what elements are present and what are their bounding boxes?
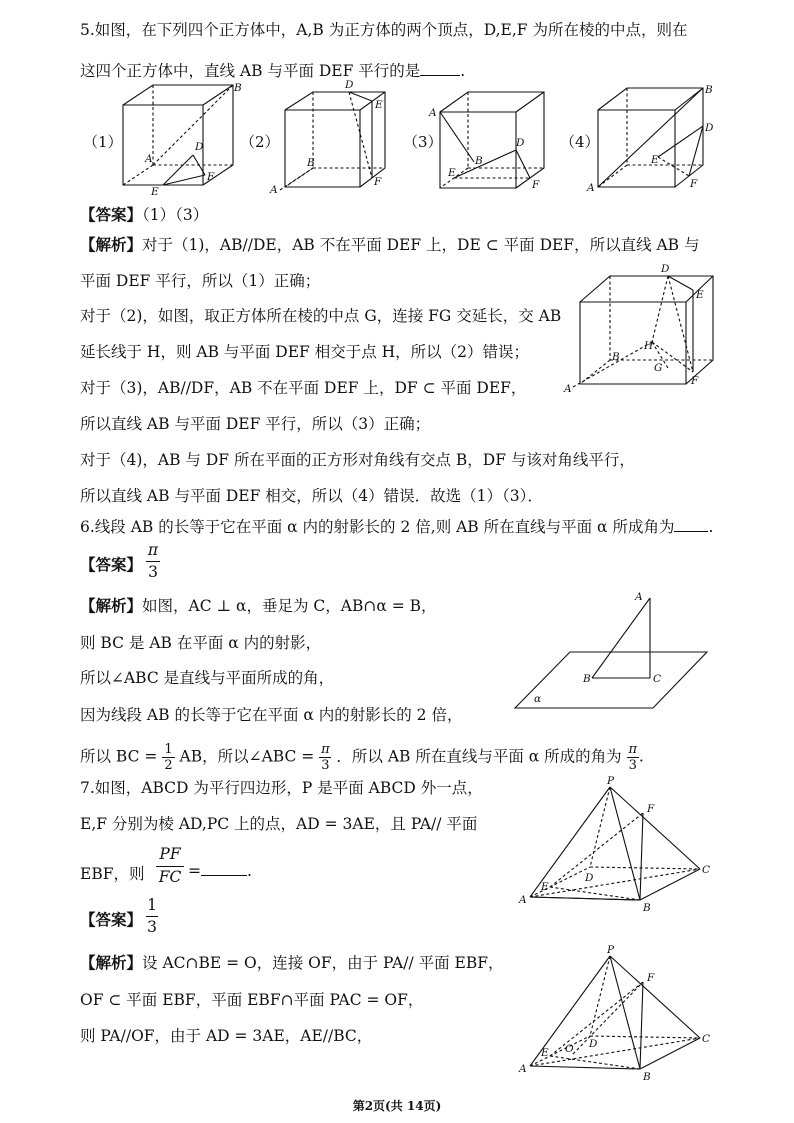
q6-answer-line bbox=[80, 553, 142, 575]
q6-analysis-line1 bbox=[80, 594, 437, 616]
q5-fig4-label: （4） bbox=[560, 133, 600, 151]
q6-plane-figure bbox=[510, 588, 710, 717]
svg-text:B: B bbox=[475, 155, 483, 167]
svg-text:B: B bbox=[583, 673, 591, 685]
q7-frac-numerator: PF bbox=[159, 845, 181, 863]
q7-analysis-line1 bbox=[80, 951, 504, 973]
q7-answer-blank bbox=[201, 875, 247, 876]
svg-text:F: F bbox=[532, 179, 540, 191]
q7-answer-line bbox=[80, 908, 142, 930]
svg-text:A: A bbox=[564, 383, 572, 395]
q6-answer-denominator: 3 bbox=[148, 563, 158, 581]
q7-pyramid-figure-analysis bbox=[515, 944, 715, 1083]
svg-text:D: D bbox=[589, 1038, 598, 1050]
q5-answer-blank bbox=[420, 75, 460, 76]
q6-answer-blank bbox=[674, 531, 708, 532]
svg-text:A: A bbox=[587, 182, 595, 194]
q5-analysis-cube-figure bbox=[564, 262, 718, 401]
svg-text:C: C bbox=[702, 1033, 711, 1045]
svg-text:A: A bbox=[519, 1063, 527, 1075]
q6-a5-pi-den: 3 bbox=[321, 758, 330, 773]
svg-text:F: F bbox=[374, 176, 382, 188]
q6-a5-pi2-den: 3 bbox=[628, 758, 637, 773]
q7-stem-pre: EBF，则 bbox=[80, 865, 145, 883]
q7-stem-eq bbox=[188, 862, 252, 880]
q5-stem-end: . bbox=[460, 62, 466, 80]
svg-text:B: B bbox=[307, 157, 315, 169]
q6-a5-pi2 bbox=[627, 742, 639, 773]
svg-text:B: B bbox=[705, 84, 713, 96]
q5-fig1-label: （1） bbox=[83, 133, 123, 151]
svg-text:E: E bbox=[448, 167, 456, 179]
q6-a5-half-num: 1 bbox=[164, 742, 173, 757]
q5-fig3-label: （3） bbox=[403, 133, 443, 151]
q5-cube-figure-1 bbox=[118, 80, 240, 196]
q7-analysis-tag: 【解析】 bbox=[80, 953, 143, 972]
q5-analysis-line7: 对于（4)，AB 与 DF 所在平面的正方形对角线有交点 B，DF 与该对角线平行， bbox=[80, 451, 635, 469]
q5-analysis-line4: 延长线于 H，则 AB 与平面 DEF 相交于点 H，所以（2）错误； bbox=[80, 343, 530, 361]
q5-answer-tag: 【答案】 bbox=[80, 205, 143, 224]
svg-text:D: D bbox=[585, 872, 594, 884]
q7-analysis-line3: 则 PA//OF，由于 AD = 3AE，AE//BC， bbox=[80, 1027, 373, 1045]
svg-text:F: F bbox=[647, 972, 655, 984]
q6-answer-tag: 【答案】 bbox=[80, 555, 143, 574]
svg-text:E: E bbox=[541, 1047, 549, 1059]
q6-a5-half-den: 2 bbox=[164, 758, 173, 773]
q6-analysis-line4: 因为线段 AB 的长等于它在平面 α 内的射影长的 2 倍， bbox=[80, 706, 463, 724]
q7-frac-denominator: FC bbox=[158, 868, 182, 886]
q6-a5-pi2-num: π bbox=[628, 742, 638, 757]
q6-analysis-line2: 则 BC 是 AB 在平面 α 内的射影， bbox=[80, 634, 322, 652]
svg-text:D: D bbox=[516, 137, 525, 149]
q7-answer-tag: 【答案】 bbox=[80, 910, 143, 929]
q7-stem-end: . bbox=[247, 862, 252, 880]
svg-text:P: P bbox=[607, 775, 615, 787]
q6-a5-pi bbox=[319, 742, 331, 773]
svg-text:E: E bbox=[541, 881, 549, 893]
svg-text:C: C bbox=[702, 864, 711, 876]
q5-answer-line bbox=[80, 203, 208, 225]
q5-stem-text: 这四个正方体中，直线 AB 与平面 DEF 平行的是 bbox=[80, 62, 421, 80]
q7-stem-line2: E,F 分别为棱 AD,PC 上的点，AD = 3AE，且 PA// 平面 bbox=[80, 815, 478, 833]
q6-stem bbox=[80, 515, 713, 537]
q5-answer: （1）（3） bbox=[142, 206, 209, 224]
svg-text:F: F bbox=[691, 375, 699, 387]
svg-text:E: E bbox=[651, 154, 659, 166]
q7-stem-equals: = bbox=[188, 862, 201, 880]
q5-analysis-text1: 对于（1)，AB//DE，AB 不在平面 DEF 上，DE ⊂ 平面 DEF，所以直线 AB 与 bbox=[142, 236, 700, 254]
svg-text:E: E bbox=[696, 289, 704, 301]
q7-stem-line1: 7.如图，ABCD 为平行四边形，P 是平面 ABCD 外一点， bbox=[80, 779, 483, 797]
svg-text:G: G bbox=[654, 362, 663, 374]
svg-text:A: A bbox=[145, 153, 153, 165]
q5-fig2-label: （2） bbox=[240, 133, 280, 151]
svg-text:B: B bbox=[643, 1071, 651, 1083]
svg-text:A: A bbox=[429, 107, 437, 119]
svg-text:F: F bbox=[690, 178, 698, 190]
q7-pyramid-figure bbox=[515, 775, 715, 914]
q5-stem-line2 bbox=[80, 59, 465, 81]
svg-text:A: A bbox=[519, 894, 527, 906]
q7-answer-fraction-bar bbox=[146, 916, 158, 917]
q6-a5-mid: AB，所以∠ABC = bbox=[179, 747, 315, 766]
q5-analysis-line1 bbox=[80, 233, 700, 255]
q5-cube-figure-3 bbox=[428, 80, 553, 199]
q6-a5-pi-num: π bbox=[321, 742, 330, 757]
q6-analysis-text1: 如图，AC ⊥ α，垂足为 C，AB∩α = B， bbox=[142, 597, 437, 615]
svg-text:A: A bbox=[635, 591, 643, 603]
q6-analysis-line5 bbox=[80, 742, 644, 773]
q5-analysis-line5: 对于（3)，AB//DF，AB 不在平面 DEF 上，DF ⊂ 平面 DEF， bbox=[80, 379, 527, 397]
svg-text:E: E bbox=[151, 186, 159, 198]
q7-answer-numerator: 1 bbox=[147, 896, 157, 914]
q5-analysis-line8: 所以直线 AB 与平面 DEF 相交，所以（4）错误．故选（1）（3）． bbox=[80, 487, 543, 505]
svg-text:B: B bbox=[234, 82, 242, 94]
q6-stem-end: . bbox=[708, 518, 714, 536]
q5-stem-line1: 5.如图，在下列四个正方体中，A,B 为正方体的两个顶点，D,E,F 为所在棱的中点，则在 bbox=[80, 21, 688, 39]
svg-text:P: P bbox=[607, 944, 615, 956]
q6-analysis-line3: 所以∠ABC 是直线与平面所成的角， bbox=[80, 669, 335, 687]
q5-analysis-tag: 【解析】 bbox=[80, 235, 143, 254]
page-footer: 第2页(共 14页) bbox=[352, 1099, 442, 1113]
q7-frac-bar bbox=[156, 866, 184, 867]
q5-analysis-line2: 平面 DEF 平行，所以（1）正确； bbox=[80, 272, 321, 290]
q7-answer-denominator: 3 bbox=[147, 918, 157, 936]
svg-text:D: D bbox=[705, 122, 714, 134]
q6-a5-end: . bbox=[638, 747, 644, 766]
q6-stem-text: 6.线段 AB 的长等于它在平面 α 内的射影长的 2 倍,则 AB 所在直线与平面 α 所成角为 bbox=[80, 518, 675, 536]
svg-text:D: D bbox=[345, 79, 354, 91]
svg-text:D: D bbox=[195, 141, 204, 153]
q6-a5-post: ．所以 AB 所在直线与平面 α 所成的角为 bbox=[336, 747, 622, 766]
svg-text:F: F bbox=[207, 171, 215, 183]
q6-analysis-tag: 【解析】 bbox=[80, 596, 143, 615]
q6-a5-pre: 所以 BC = bbox=[80, 747, 158, 766]
q5-analysis-line6: 所以直线 AB 与平面 DEF 平行，所以（3）正确； bbox=[80, 415, 431, 433]
q7-analysis-text1: 设 AC∩BE = O，连接 OF，由于 PA// 平面 EBF， bbox=[142, 954, 504, 972]
q6-a5-half bbox=[162, 742, 174, 773]
svg-text:B: B bbox=[612, 351, 620, 363]
q6-answer-fraction-bar bbox=[146, 561, 160, 562]
svg-text:E: E bbox=[375, 99, 383, 111]
q5-cube-figure-2 bbox=[270, 79, 400, 199]
q5-cube-figure-4 bbox=[587, 80, 715, 199]
q6-answer-numerator: π bbox=[147, 541, 159, 559]
svg-text:C: C bbox=[653, 673, 662, 685]
svg-text:O: O bbox=[565, 1043, 574, 1055]
svg-text:B: B bbox=[643, 902, 651, 914]
q5-analysis-line3: 对于（2)，如图，取正方体所在棱的中点 G，连接 FG 交延长，交 AB bbox=[80, 307, 562, 325]
svg-text:D: D bbox=[661, 263, 670, 275]
svg-text:H: H bbox=[644, 340, 654, 352]
q7-stem-line3 bbox=[80, 862, 144, 884]
svg-text:α: α bbox=[534, 693, 542, 705]
svg-text:F: F bbox=[647, 803, 655, 815]
svg-text:A: A bbox=[270, 184, 278, 196]
q7-analysis-line2: OF ⊂ 平面 EBF，平面 EBF∩平面 PAC = OF， bbox=[80, 991, 424, 1009]
